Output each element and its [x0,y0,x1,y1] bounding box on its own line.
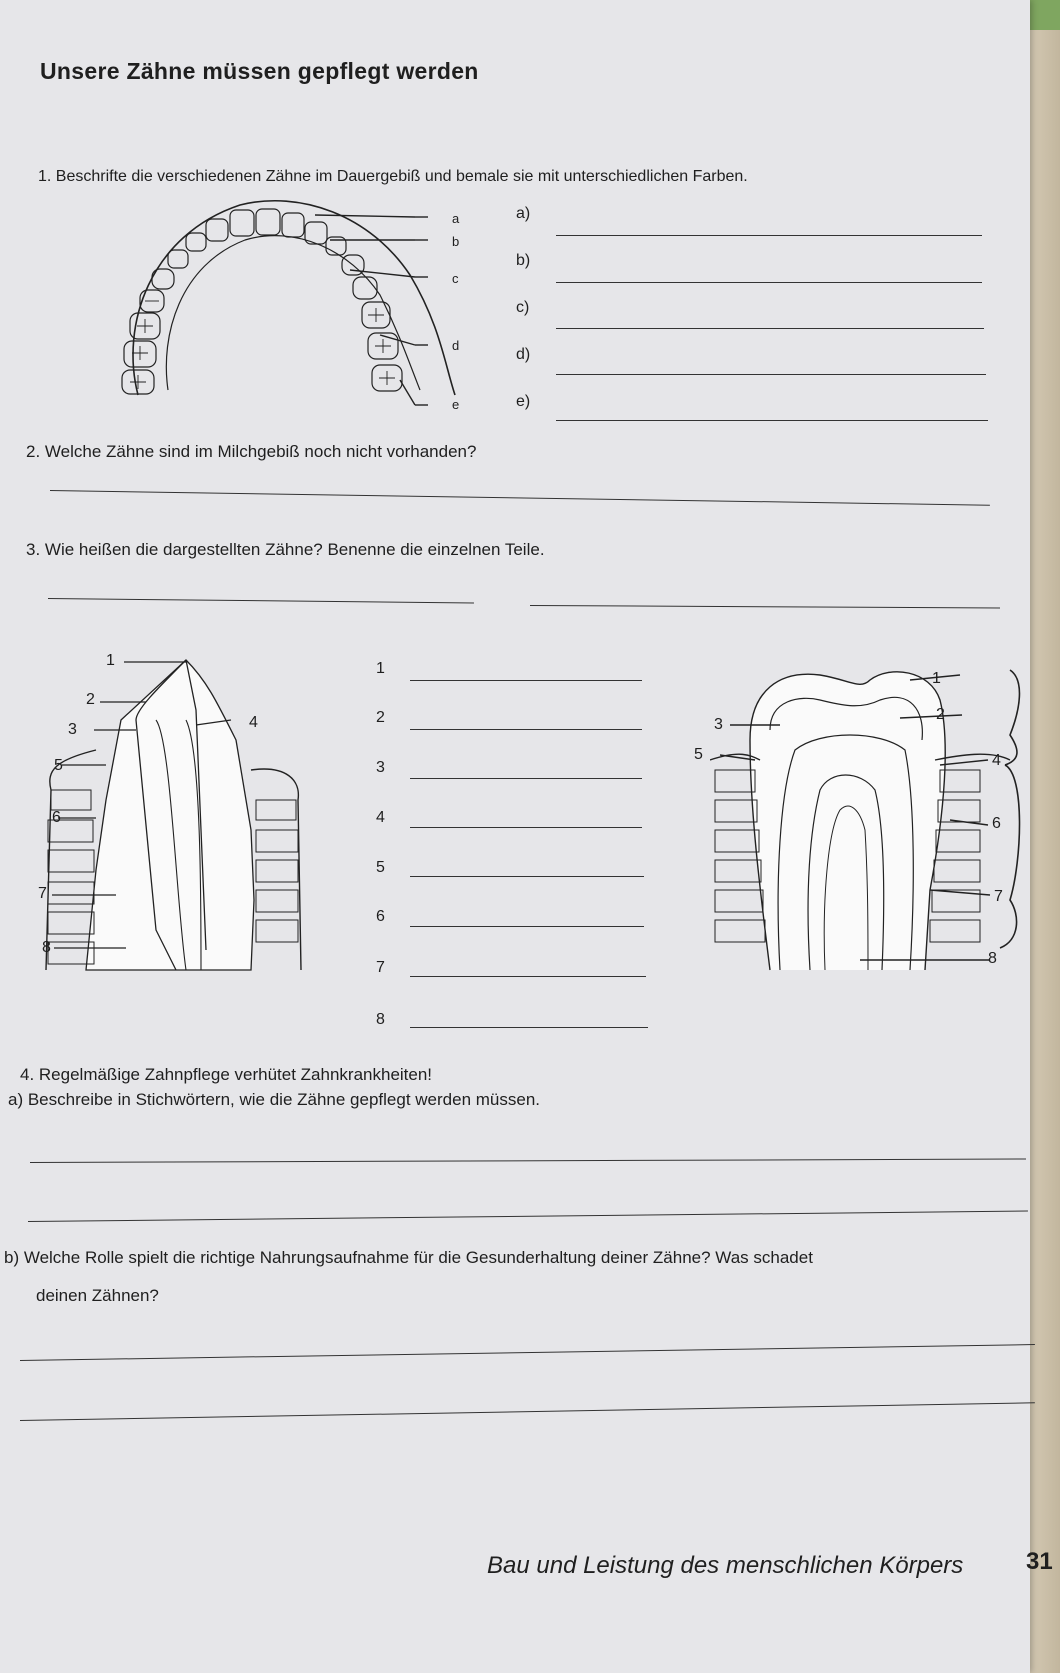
molar-label-4: 4 [992,752,1001,769]
incisor-label-5: 5 [54,757,63,774]
molar-label-2: 2 [936,706,945,723]
page-number: 31 [1026,1548,1053,1575]
incisor-label-1: 1 [106,652,115,669]
molar-cross-section-diagram [710,660,1030,980]
incisor-label-8: 8 [42,939,51,956]
incisor-label-7: 7 [38,885,47,902]
answer-label-e: e) [516,393,531,410]
binder-edge [1030,30,1060,1673]
part-line-5[interactable] [410,876,644,877]
incisor-label-4: 4 [249,714,258,731]
part-line-1[interactable] [410,680,642,681]
answer-line-a[interactable] [556,235,982,236]
question-4b-continued: deinen Zähnen? [36,1286,159,1305]
question-4a: a) Beschreibe in Stichwörtern, wie die Zähne gepflegt werden müssen. [8,1090,541,1109]
part-number-8: 8 [376,1011,385,1028]
part-number-5: 5 [376,859,385,876]
part-line-7[interactable] [410,976,646,977]
molar-label-3: 3 [714,716,723,733]
answer-line-q4a-1[interactable] [30,1159,1026,1163]
answer-line-d[interactable] [556,374,986,375]
incisor-label-3: 3 [68,721,77,738]
incisor-cross-section-diagram [36,650,306,980]
answer-label-b: b) [516,252,531,269]
incisor-label-2: 2 [86,691,95,708]
jaw-label-b: b [452,234,460,249]
part-number-6: 6 [376,908,385,925]
answer-line-e[interactable] [556,420,988,421]
part-line-2[interactable] [410,729,642,730]
jaw-label-a: a [452,211,460,226]
answer-label-a: a) [516,205,531,222]
molar-label-1: 1 [932,670,941,687]
molar-label-5: 5 [694,746,703,763]
part-number-4: 4 [376,809,385,826]
part-number-3: 3 [376,759,385,776]
answer-line-c[interactable] [556,328,984,329]
part-line-4[interactable] [410,827,642,828]
part-line-8[interactable] [410,1027,648,1028]
question-2: 2. Welche Zähne sind im Milchgebiß noch nicht vorhanden? [26,442,477,461]
answer-line-q3-left[interactable] [48,598,474,603]
answer-line-q4b-2[interactable] [20,1402,1035,1421]
answer-label-d: d) [516,346,531,363]
question-3: 3. Wie heißen die dargestellten Zähne? Benenne die einzelnen Teile. [26,540,545,559]
page-title: Unsere Zähne müssen gepflegt werden [40,58,479,84]
molar-label-6: 6 [992,815,1001,832]
answer-line-q3-right[interactable] [530,605,1000,608]
answer-line-q4b-1[interactable] [20,1344,1035,1361]
jaw-diagram [110,195,470,420]
part-number-1: 1 [376,660,385,677]
question-1: 1. Beschrifte die verschiedenen Zähne im Dauergebiß und bemale sie mit unterschiedlichen Farben. [38,168,748,185]
part-line-6[interactable] [410,926,644,927]
incisor-label-6: 6 [52,809,61,826]
answer-label-c: c) [516,299,530,316]
jaw-label-e: e [452,397,460,412]
jaw-label-d: d [452,338,460,353]
footer-chapter-title: Bau und Leistung des menschlichen Körpers [487,1552,964,1579]
answer-line-q2[interactable] [50,490,990,506]
answer-line-b[interactable] [556,282,982,283]
question-4b: b) Welche Rolle spielt die richtige Nahrungsaufnahme für die Gesunderhaltung deiner Zähne? Was schadet [4,1248,813,1267]
molar-label-7: 7 [994,888,1003,905]
question-4: 4. Regelmäßige Zahnpflege verhütet Zahnkrankheiten! [20,1065,433,1084]
jaw-label-c: c [452,271,459,286]
part-line-3[interactable] [410,778,642,779]
answer-line-q4a-2[interactable] [28,1211,1028,1222]
part-number-2: 2 [376,709,385,726]
molar-label-8: 8 [988,950,997,967]
part-number-7: 7 [376,959,385,976]
